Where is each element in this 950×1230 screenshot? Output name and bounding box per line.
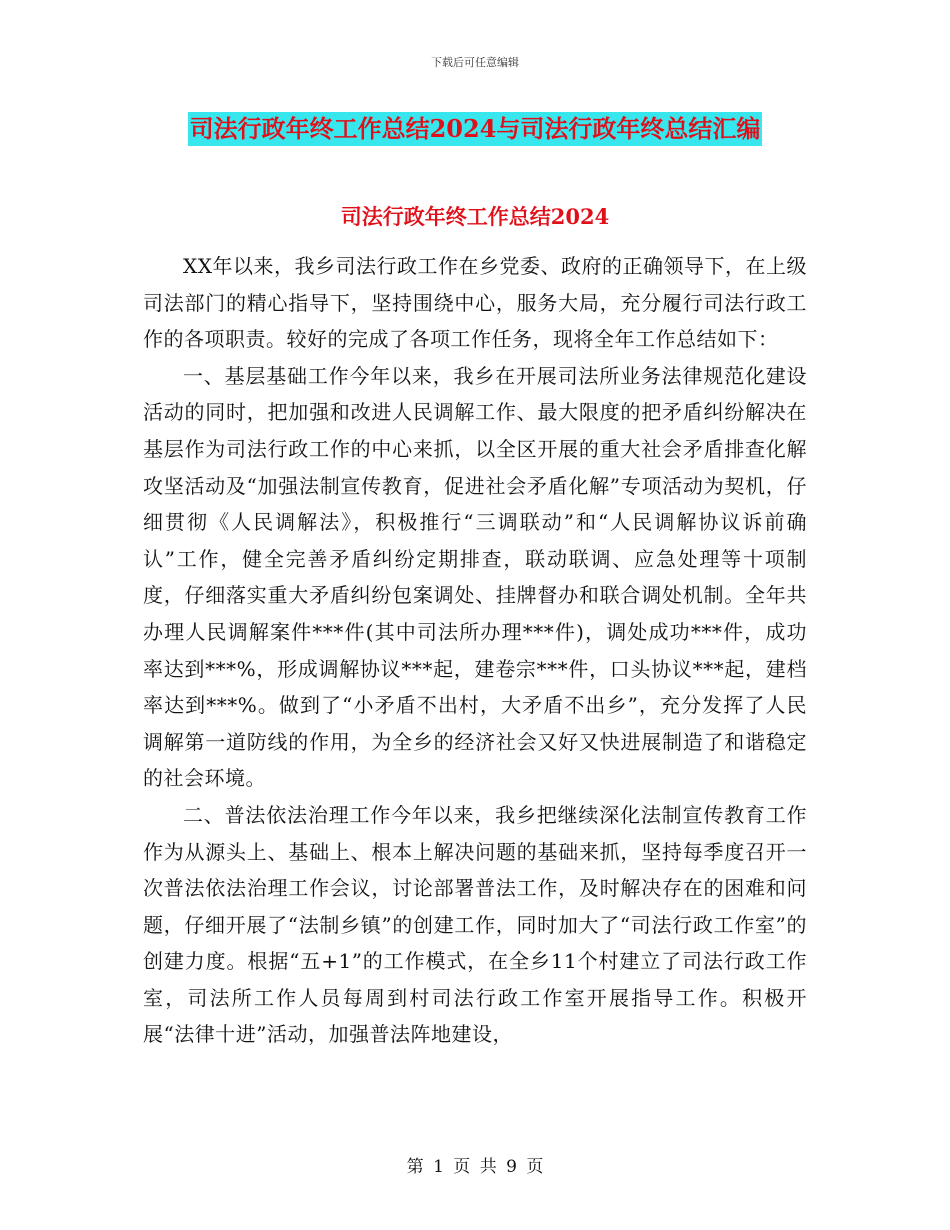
page-footer: 第 1 页 共 9 页 xyxy=(406,1157,544,1177)
paragraph-legal-education: 二、普法依法治理工作今年以来，我乡把继续深化法制宣传教育工作作为从源头上、基础上、根本上解决问题的基础来抓，坚持每季度召开一次普法依法治理工作会议，讨论部署普法工作，及时解决存在的困难和问题，仔细开展了“法制乡镇”的创建工作，同时加大了“司法行政工作室”的创建力度。根据“五+1”的工作模式，在全乡11个村建立了司法行政工作室，司法所工作人员每周到村司法行政工作室开展指导工作。积极开展“法律十进”活动，加强普法阵地建设， xyxy=(143,802,807,1047)
document-body xyxy=(143,248,807,1053)
document-title-container xyxy=(0,112,950,146)
section-title: 司法行政年终工作总结2024 xyxy=(340,204,610,229)
document-title: 司法行政年终工作总结2024与司法行政年终总结汇编 xyxy=(188,112,763,146)
paragraph-intro: XX年以来，我乡司法行政工作在乡党委、政府的正确领导下，在上级司法部门的精心指导下，坚持围绕中心，服务大局，充分履行司法行政工作的各项职责。较好的完成了各项工作任务，现将全年工作总结如下： xyxy=(143,254,807,352)
header-note: 下载后可任意编辑 xyxy=(431,56,519,69)
paragraph-grassroots-work: 一、基层基础工作今年以来，我乡在开展司法所业务法律规范化建设活动的同时，把加强和改进人民调解工作、最大限度的把矛盾纠纷解决在基层作为司法行政工作的中心来抓，以全区开展的重大社会矛盾排查化解攻坚活动及“加强法制宣传教育，促进社会矛盾化解”专项活动为契机，仔细贯彻《人民调解法》，积极推行“三调联动”和“人民调解协议诉前确认”工作，健全完善矛盾纠纷定期排查，联动联调、应急处理等十项制度，仔细落实重大矛盾纠纷包案调处、挂牌督办和联合调处机制。全年共办理人民调解案件***件(其中司法所办理***件)，调处成功***件，成功率达到***%，形成调解协议***起，建卷宗***件，口头协议***起，建档率达到***%。做到了“小矛盾不出村，大矛盾不出乡”，充分发挥了人民调解第一道防线的作用，为全乡的经济社会又好又快进展制造了和谐稳定的社会环境。 xyxy=(143,363,807,791)
